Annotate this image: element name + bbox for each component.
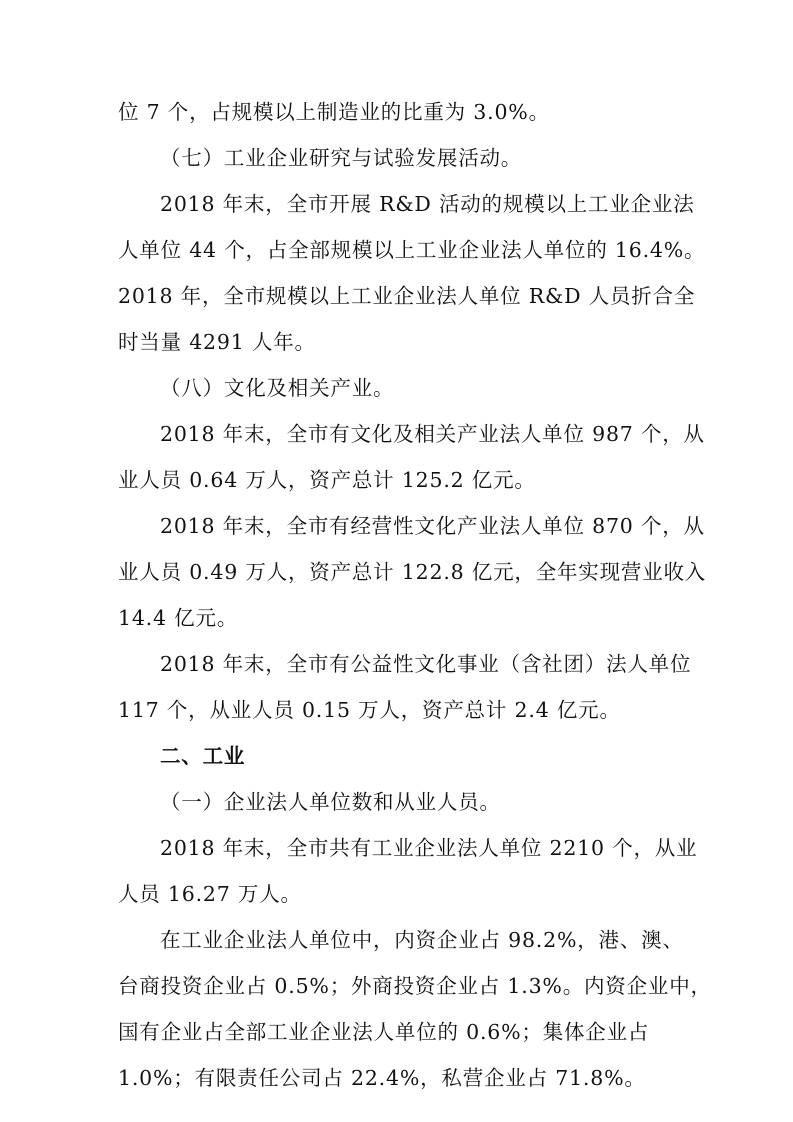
paragraph-enterprises-line-2: 人员 16.27 万人。 bbox=[118, 882, 302, 906]
paragraph-commercial-culture-line-2: 业人员 0.49 万人，资产总计 122.8 亿元，全年实现营业收入 bbox=[118, 560, 707, 584]
paragraph-ownership-line-2: 台商投资企业占 0.5%；外商投资企业占 1.3%。内资企业中， bbox=[118, 974, 712, 998]
paragraph-public-culture-line-1: 2018 年末，全市有公益性文化事业（含社团）法人单位 bbox=[160, 652, 692, 676]
paragraph-ownership-line-4: 1.0%；有限责任公司占 22.4%，私营企业占 71.8%。 bbox=[118, 1066, 646, 1090]
text-line-continuation: 位 7 个，占规模以上制造业的比重为 3.0%。 bbox=[118, 100, 550, 124]
section-heading-rd: （七）工业企业研究与试验发展活动。 bbox=[160, 146, 523, 170]
paragraph-culture-line-2: 业人员 0.64 万人，资产总计 125.2 亿元。 bbox=[118, 468, 536, 492]
paragraph-rd-line-1: 2018 年末，全市开展 R&D 活动的规模以上工业企业法 bbox=[160, 192, 695, 216]
paragraph-culture-line-1: 2018 年末，全市有文化及相关产业法人单位 987 个，从 bbox=[160, 422, 705, 446]
paragraph-commercial-culture-line-1: 2018 年末，全市有经营性文化产业法人单位 870 个，从 bbox=[160, 514, 705, 538]
paragraph-ownership-line-3: 国有企业占全部工业企业法人单位的 0.6%；集体企业占 bbox=[118, 1020, 650, 1044]
section-heading-culture: （八）文化及相关产业。 bbox=[160, 376, 395, 400]
paragraph-public-culture-line-2: 117 个，从业人员 0.15 万人，资产总计 2.4 亿元。 bbox=[118, 698, 621, 722]
section-heading-enterprises: （一）企业法人单位数和从业人员。 bbox=[160, 790, 501, 814]
paragraph-enterprises-line-1: 2018 年末，全市共有工业企业法人单位 2210 个，从业 bbox=[160, 836, 698, 860]
chapter-heading-industry: 二、工业 bbox=[160, 744, 246, 768]
paragraph-ownership-line-1: 在工业企业法人单位中，内资企业占 98.2%，港、澳、 bbox=[160, 928, 684, 952]
paragraph-rd-line-3: 2018 年，全市规模以上工业企业法人单位 R&D 人员折合全 bbox=[118, 284, 696, 308]
paragraph-commercial-culture-line-3: 14.4 亿元。 bbox=[118, 606, 239, 630]
paragraph-rd-line-2: 人单位 44 个，占全部规模以上工业企业法人单位的 16.4%。 bbox=[118, 238, 706, 262]
paragraph-rd-line-4: 时当量 4291 人年。 bbox=[118, 330, 316, 354]
